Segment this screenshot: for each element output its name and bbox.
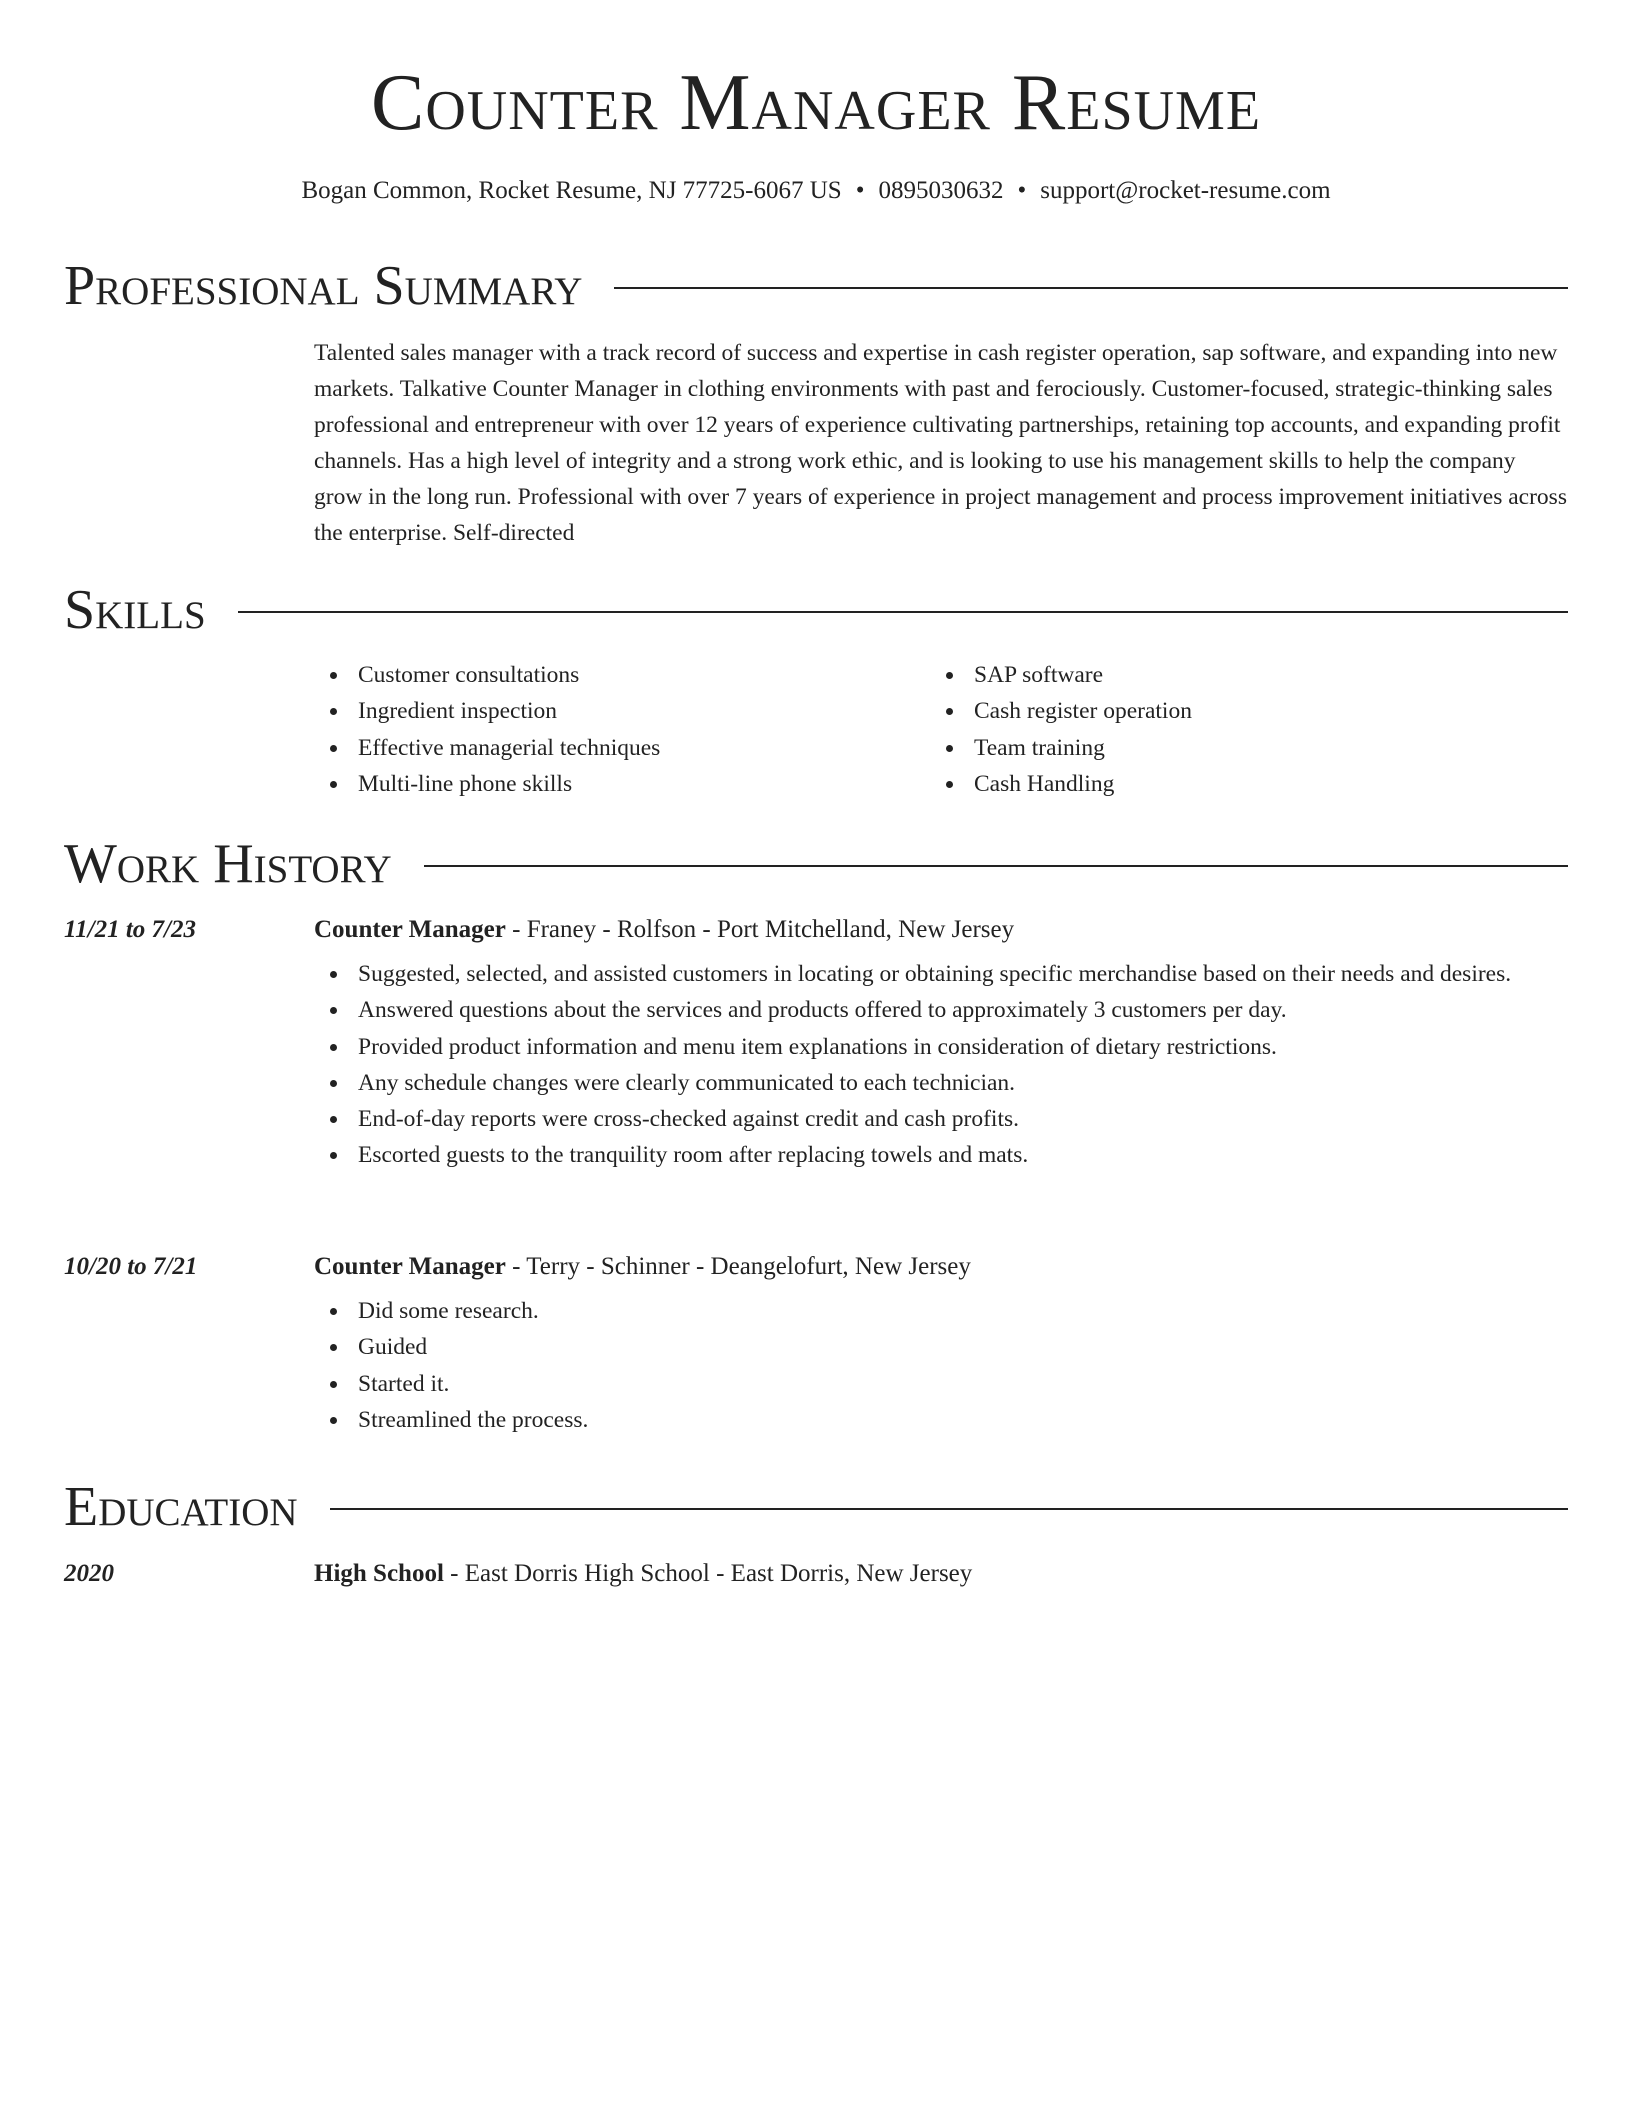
contact-line [64, 175, 1568, 207]
skill-item: Multi-line phone skills [314, 766, 930, 802]
duty-item: Streamlined the process. [314, 1402, 1568, 1438]
job-duties [314, 1293, 1568, 1438]
resume-title: Counter Manager Resume [370, 59, 1262, 147]
skills-column-right [930, 657, 1546, 802]
section-divider [330, 1508, 1568, 1510]
job-employer: - Terry - Schinner - Deangelofurt, New Jersey [505, 1253, 971, 1280]
duty-item: Escorted guests to the tranquility room after replacing towels and mats. [314, 1137, 1568, 1173]
skills-heading: Skills [64, 579, 206, 641]
section-divider [614, 287, 1568, 289]
skill-item: SAP software [930, 657, 1546, 693]
education-title-line [314, 1556, 1568, 1592]
summary-text: Talented sales manager with a track record of success and expertise in cash register operation, sap software, and expanding into new markets. Talkative Counter Manager in clothing environments with past and ferociously. Customer-focused, strategic-thinking sales professional and entrepreneur with over 12 years of experience cultivating partnerships, retaining top accounts, and expanding profit channels. Has a high level of integrity and a strong work ethic, and is looking to use his management skills to help the company grow in the long run. Professional with over 7 years of experience in project management and process improvement initiatives across the enterprise. Self-directed [314, 340, 1567, 546]
section-divider [424, 865, 1568, 867]
education-school: - East Dorris High School - East Dorris, New Jersey [443, 1560, 973, 1587]
job-entry [314, 1249, 1568, 1438]
education-heading: Education [64, 1476, 298, 1538]
job-role: Counter Manager [314, 1253, 506, 1280]
contact-separator: • [1017, 177, 1027, 204]
skill-item: Team training [930, 730, 1546, 766]
contact-phone: 0895030632 [878, 177, 1004, 204]
job-employer: - Franey - Rolfson - Port Mitchelland, New Jersey [505, 916, 1015, 943]
job-title-line [314, 1249, 1568, 1285]
job-dates: 11/21 to 7/23 [64, 916, 196, 943]
job-title-line [314, 912, 1568, 948]
duty-item: Suggested, selected, and assisted customers in locating or obtaining specific merchandise based on their needs and desires. [314, 956, 1568, 992]
job-duties [314, 956, 1568, 1174]
contact-address: Bogan Common, Rocket Resume, NJ 77725-6067 US [301, 177, 842, 204]
skills-column-left [314, 657, 930, 802]
duty-item: Answered questions about the services and products offered to approximately 3 customers per day. [314, 992, 1568, 1028]
skill-item: Ingredient inspection [314, 693, 930, 729]
summary-heading: Professional Summary [64, 255, 583, 317]
job-dates: 10/20 to 7/21 [64, 1253, 198, 1280]
duty-item: End-of-day reports were cross-checked against credit and cash profits. [314, 1101, 1568, 1137]
skills-list [314, 657, 1568, 802]
contact-email: support@rocket-resume.com [1040, 177, 1331, 204]
work-section-header [64, 834, 1568, 894]
education-degree: High School [314, 1560, 444, 1587]
education-entry [314, 1556, 1568, 1592]
section-divider [238, 611, 1568, 613]
work-heading: Work History [64, 833, 392, 895]
skill-item: Effective managerial techniques [314, 730, 930, 766]
duty-item: Started it. [314, 1366, 1568, 1402]
duty-item: Did some research. [314, 1293, 1568, 1329]
skills-section-header [64, 580, 1568, 640]
skill-item: Cash Handling [930, 766, 1546, 802]
summary-section-header [64, 256, 1568, 316]
education-section-header [64, 1477, 1568, 1537]
duty-item: Provided product information and menu item explanations in consideration of dietary restrictions. [314, 1029, 1568, 1065]
duty-item: Guided [314, 1329, 1568, 1365]
education-year: 2020 [64, 1560, 114, 1587]
skill-item: Cash register operation [930, 693, 1546, 729]
duty-item: Any schedule changes were clearly communicated to each technician. [314, 1065, 1568, 1101]
skill-item: Customer consultations [314, 657, 930, 693]
job-entry [314, 912, 1568, 1174]
contact-separator: • [855, 177, 865, 204]
job-role: Counter Manager [314, 916, 506, 943]
